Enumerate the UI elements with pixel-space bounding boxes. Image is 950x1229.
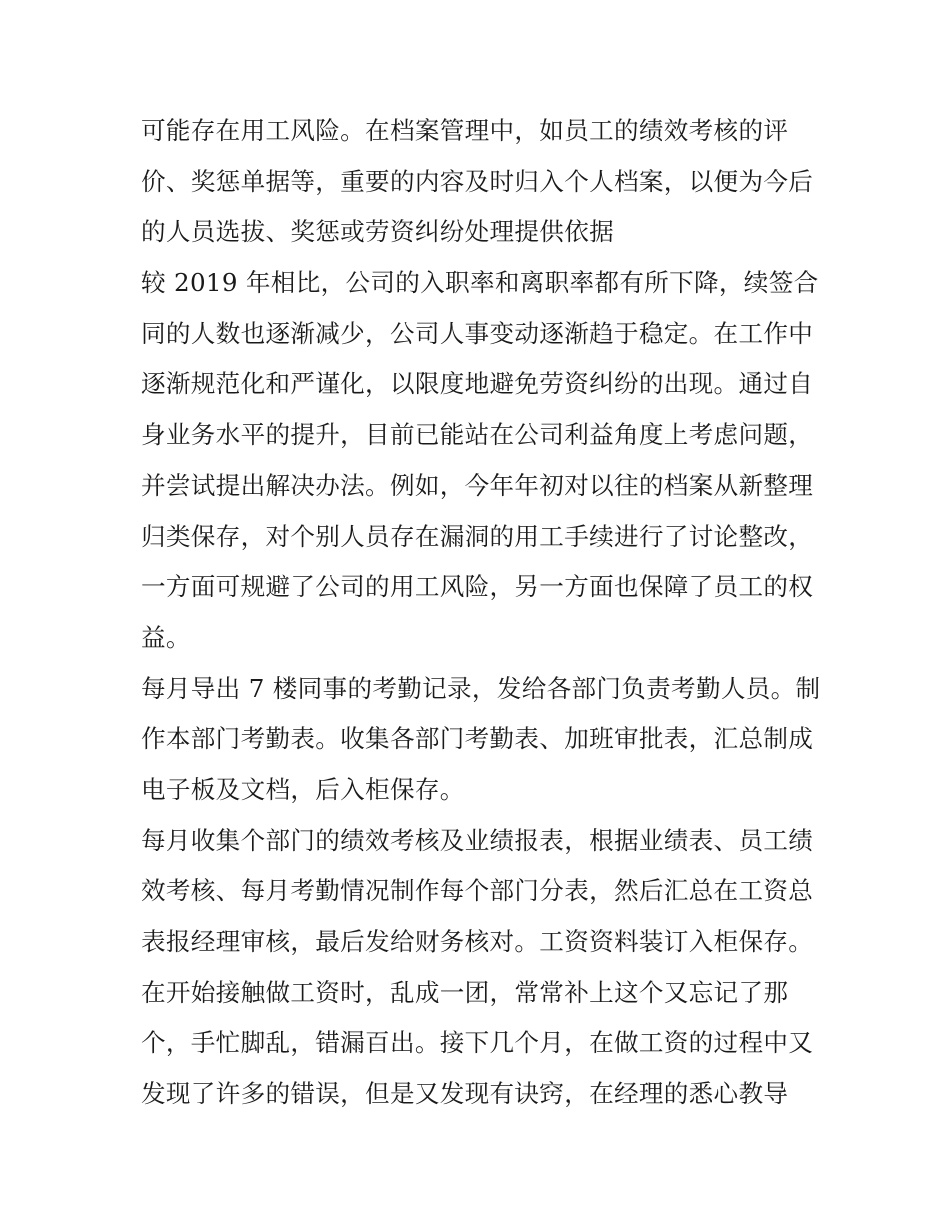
paragraph-archive-management bbox=[141, 106, 813, 258]
paragraph-attendance-records bbox=[141, 664, 821, 816]
text-line: 每月收集个部门的绩效考核及业绩报表，根据业绩表、员工绩 bbox=[141, 825, 814, 855]
text-line: 身业务水平的提升，目前已能站在公司利益角度上考虑问题， bbox=[141, 420, 814, 450]
text-line: 作本部门考勤表。收集各部门考勤表、加班审批表，汇总制成 bbox=[141, 724, 814, 754]
text-line: 发现了许多的错误，但是又发现有诀窍，在经理的悉心教导 bbox=[141, 1079, 789, 1109]
text-line: 个，手忙脚乱，错漏百出。接下几个月，在做工资的过程中又 bbox=[141, 1028, 814, 1058]
text-line: 一方面可规避了公司的用工风险，另一方面也保障了员工的权 bbox=[141, 572, 814, 602]
text-line: 逐渐规范化和严谨化，以限度地避免劳资纠纷的出现。通过自 bbox=[141, 369, 814, 399]
text-line: 益。 bbox=[141, 622, 191, 652]
text-line: 表报经理审核，最后发给财务核对。工资资料装订入柜保存。 bbox=[141, 927, 814, 956]
text-line: 的人员选拔、奖惩或劳资纠纷处理提供依据 bbox=[141, 217, 614, 247]
text-line: 价、奖惩单据等，重要的内容及时归入个人档案，以便为今后 bbox=[141, 166, 814, 196]
paragraph-performance-reports bbox=[141, 816, 813, 968]
document-body bbox=[141, 106, 821, 1120]
text-line: 同的人数也逐渐减少，公司人事变动逐渐趋于稳定。在工作中 bbox=[141, 318, 814, 348]
text-line: 效考核、每月考勤情况制作每个部门分表，然后汇总在工资总 bbox=[141, 876, 814, 906]
paragraph-turnover-comparison bbox=[141, 258, 819, 664]
text-line: 并尝试提出解决办法。例如，今年年初对以往的档案从新整理 bbox=[141, 470, 814, 500]
text-line: 电子板及文档，后入柜保存。 bbox=[141, 774, 465, 804]
paragraph-payroll-experience bbox=[141, 968, 813, 1120]
text-line: 在开始接触做工资时，乱成一团，常常补上这个又忘记了那 bbox=[141, 977, 789, 1007]
text-line: 较 2019 年相比，公司的入职率和离职率都有所下降，续签合 bbox=[141, 268, 819, 298]
text-line: 每月导出 7 楼同事的考勤记录，发给各部门负责考勤人员。制 bbox=[141, 673, 821, 703]
text-line: 归类保存，对个别人员存在漏洞的用工手续进行了讨论整改， bbox=[141, 521, 814, 551]
text-line: 可能存在用工风险。在档案管理中，如员工的绩效考核的评 bbox=[141, 116, 789, 145]
